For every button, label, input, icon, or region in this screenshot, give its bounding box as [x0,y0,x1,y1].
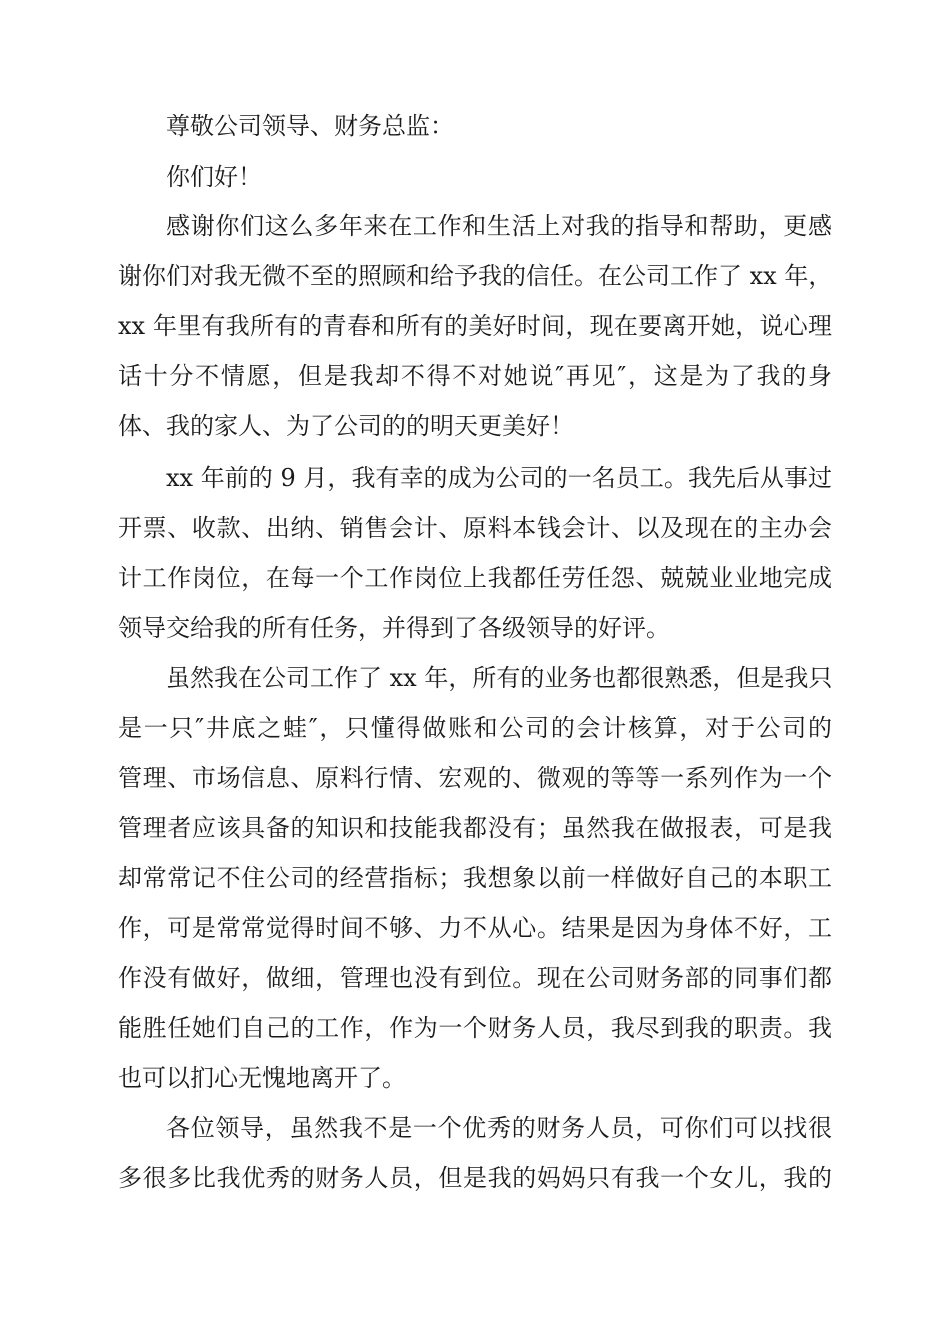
paragraph-line: 谢你们对我无微不至的照顾和给予我的信任。在公司工作了 xx 年， [118,262,833,290]
paragraph-line: 管理者应该具备的知识和技能我都没有；虽然我在做报表，可是我 [118,814,832,842]
paragraph-line: 感谢你们这么多年来在工作和生活上对我的指导和帮助，更感 [166,212,832,240]
paragraph-line: 是一只″井底之蛙″，只懂得做账和公司的会计核算，对于公司的 [118,714,832,742]
paragraph-line: 也可以扪心无愧地离开了。 [118,1064,406,1092]
paragraph-line: 却常常记不住公司的经营指标；我想象以前一样做好自己的本职工 [118,864,832,892]
salutation: 尊敬公司领导、财务总监： [166,112,454,140]
paragraph-line: 体、我的家人、为了公司的的明天更美好！ [118,412,574,440]
greeting: 你们好！ [166,163,262,191]
paragraph-line: 各位领导，虽然我不是一个优秀的财务人员，可你们可以找很 [166,1114,832,1142]
paragraph-line: 多很多比我优秀的财务人员，但是我的妈妈只有我一个女儿，我的 [118,1164,832,1192]
paragraph-line: xx 年里有我所有的青春和所有的美好时间，现在要离开她，说心理 [118,312,832,340]
paragraph-line: 领导交给我的所有任务，并得到了各级领导的好评。 [118,614,670,642]
paragraph-line: 管理、市场信息、原料行情、宏观的、微观的等等一系列作为一个 [118,764,832,792]
paragraph-line: 话十分不情愿，但是我却不得不对她说″再见″，这是为了我的身 [118,362,832,390]
paragraph-line: 能胜任她们自己的工作，作为一个财务人员，我尽到我的职责。我 [118,1014,832,1042]
paragraph-line: 作没有做好，做细，管理也没有到位。现在公司财务部的同事们都 [118,964,832,992]
paragraph-line: xx 年前的 9 月，我有幸的成为公司的一名员工。我先后从事过 [166,464,832,492]
paragraph-line: 作，可是常常觉得时间不够、力不从心。结果是因为身体不好，工 [118,914,832,942]
paragraph-line: 计工作岗位，在每一个工作岗位上我都任劳任怨、兢兢业业地完成 [118,564,832,592]
paragraph-line: 开票、收款、出纳、销售会计、原料本钱会计、以及现在的主办会 [118,514,832,542]
paragraph-line: 虽然我在公司工作了 xx 年，所有的业务也都很熟悉，但是我只 [166,664,833,692]
